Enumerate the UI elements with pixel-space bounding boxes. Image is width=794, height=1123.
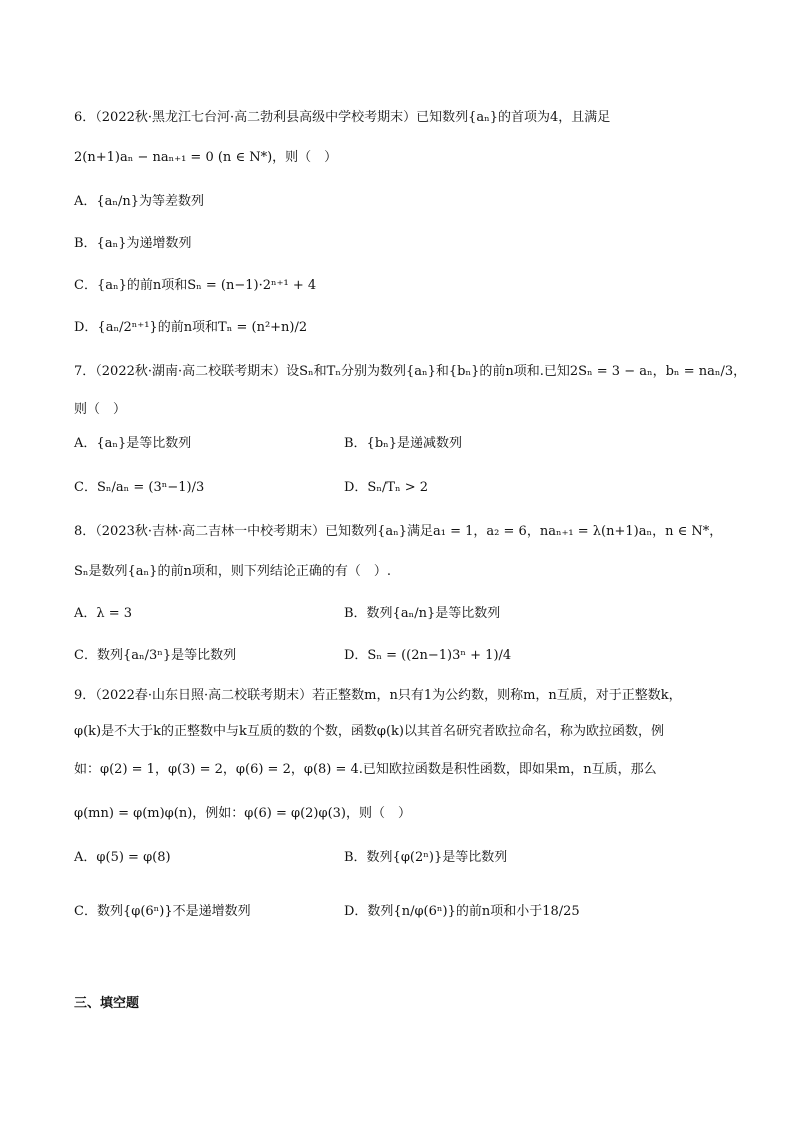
q7-stem-line2: 则（ ） (74, 402, 127, 417)
q9-option-d: D．数列{n/φ(6ⁿ)}的前n项和小于18/25 (344, 904, 580, 919)
q8-option-d: D．Sₙ = ((2n−1)3ⁿ + 1)/4 (344, 648, 512, 663)
q9-option-c: C．数列{φ(6ⁿ)}不是递增数列 (74, 904, 251, 919)
q6-option-c: C．{aₙ}的前n项和Sₙ = (n−1)·2ⁿ⁺¹ + 4 (74, 278, 317, 293)
q8-option-c: C．数列{aₙ/3ⁿ}是等比数列 (74, 648, 237, 663)
q9-stem-line1: 9．（2022春·山东日照·高二校联考期末）若正整数m，n只有1为公约数，则称m，n互质，对于正整数k， (74, 688, 682, 703)
q7-stem-line1: 7．（2022秋·湖南·高二校联考期末）设Sₙ和Tₙ分别为数列{aₙ}和{bₙ}的前n项和.已知2Sₙ = 3 − aₙ，bₙ = naₙ/3， (74, 364, 747, 379)
q7-option-d: D．Sₙ/Tₙ > 2 (344, 480, 429, 495)
q8-stem-line2: Sₙ是数列{aₙ}的前n项和，则下列结论正确的有（ ）. (74, 564, 391, 579)
q7-option-c: C．Sₙ/aₙ = (3ⁿ−1)/3 (74, 480, 205, 495)
q6-option-b: B．{aₙ}为递增数列 (74, 236, 192, 251)
q8-option-b: B．数列{aₙ/n}是等比数列 (344, 606, 501, 621)
q8-option-a: A．λ = 3 (74, 606, 133, 621)
q9-stem-line2: φ(k)是不大于k的正整数中与k互质的数的个数，函数φ(k)以其首名研究者欧拉命名，称为欧拉函数，例 (74, 724, 665, 739)
q7-option-b: B．{bₙ}是递减数列 (344, 436, 463, 451)
q9-option-a: A．φ(5) = φ(8) (74, 850, 171, 865)
q6-option-a: A．{aₙ/n}为等差数列 (74, 194, 205, 209)
q9-stem-line4: φ(mn) = φ(m)φ(n)，例如：φ(6) = φ(2)φ(3)，则（ ） (74, 806, 412, 821)
q7-option-a: A．{aₙ}是等比数列 (74, 436, 192, 451)
q9-option-b: B．数列{φ(2ⁿ)}是等比数列 (344, 850, 508, 865)
q6-stem-line1: 6．（2022秋·黑龙江七台河·高二勃利县高级中学校考期末）已知数列{aₙ}的首项为4，且满足 (74, 110, 611, 125)
q8-stem-line1: 8．（2023秋·吉林·高二吉林一中校考期末）已知数列{aₙ}满足a₁ = 1，a₂ = 6，naₙ₊₁ = λ(n+1)aₙ，n ∈ N*， (74, 524, 723, 539)
q6-option-d: D．{aₙ/2ⁿ⁺¹}的前n项和Tₙ = (n²+n)/2 (74, 320, 308, 335)
q9-stem-line3: 如：φ(2) = 1，φ(3) = 2，φ(6) = 2，φ(8) = 4.已知欧拉函数是积性函数，即如果m，n互质，那么 (74, 762, 657, 777)
section-title-fill-in-blank: 三、填空题 (74, 996, 140, 1011)
q6-stem-line2: 2(n+1)aₙ − naₙ₊₁ = 0 (n ∈ N*)，则（ ） (74, 150, 338, 165)
